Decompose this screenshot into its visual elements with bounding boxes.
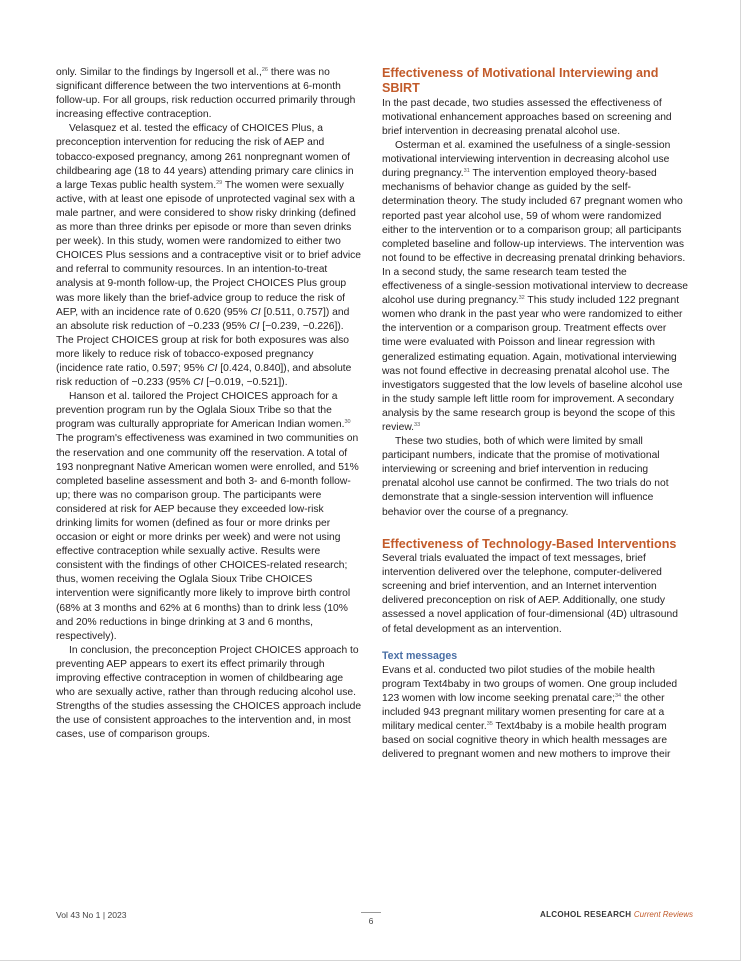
- citation: 33: [414, 421, 421, 428]
- text-run: there was no significant difference between the two interventions at 6-month follow-up. For all groups, risk reduction occurred primarily through increasing effective contraception.: [56, 67, 356, 121]
- journal-name: [540, 910, 693, 919]
- paragraph: [56, 390, 362, 644]
- text-run: Osterman et al. examined the usefulness of a single-session motivational interviewing intervention in decreasing alcohol use during pregnancy.: [382, 140, 671, 180]
- text-run: Velasquez et al. tested the efficacy of CHOICES Plus, a preconception intervention for reducing the risk of AEP and tobacco-exposed pregnancy, among 261 nonpregnant women of childbearing age (18 to 44 years) attending primary care clinics in a large Texas public health system.: [56, 123, 354, 191]
- journal-subtitle: Current Reviews: [633, 910, 693, 919]
- paragraph: [382, 139, 688, 435]
- text-run: Evans et al. conducted two pilot studies of the mobile health program Text4baby in two groups of women. One group included 123 women with low income seeking prenatal care;: [382, 664, 678, 704]
- citation: 29: [216, 179, 223, 186]
- page-number: 6: [361, 912, 381, 926]
- section-heading: Effectiveness of Motivational Interviewing and SBIRT: [382, 66, 659, 96]
- text-run: The women were sexually active, with at least one episode of unprotected vaginal sex with a male partner, and were considered to show risky drinking (defined as more than three drinks per episode or more than seven drinks per week). In this study, women were randomized to either two CHOICES Plus sessions and a contraceptive visit or to brief advice and referral to community resources. In an intention-to-treat analysis at 9-month follow-up, the Project CHOICES Plus group was more likely than the brief-advice group to reduce the risk of AEP, with an incidence rate of 0.620 (95%: [56, 179, 362, 318]
- paragraph: [382, 97, 688, 139]
- paragraph: [56, 644, 362, 743]
- subsection-heading: Text messages: [382, 649, 458, 662]
- citation: 30: [344, 419, 351, 426]
- section-heading: Effectiveness of Technology-Based Interventions: [382, 536, 677, 551]
- left-column: [56, 66, 362, 743]
- text-run: In conclusion, the preconception Project CHOICES approach to preventing AEP appears to exert its effect primarily through improving effective contraception in women of childbearing age who are sexually active, rather than through reducing alcohol use. Strengths of the studies assessing the CHOICES approach include the use of consistent approaches to the intervention and, in most cases, use of comparison groups.: [56, 644, 362, 741]
- citation: 26: [261, 67, 268, 73]
- ci-italic: CI: [249, 320, 260, 332]
- citation: 35: [486, 720, 493, 727]
- text-run: The program's effectiveness was examined in two communities on the reservation and one community off the reservation. A total of 193 nonpregnant Native American women were enrolled, and 51% completed baseline assessment and both 3- and 6-month follow-up; there was no comparison group. The participants were considered at risk for AEP because they exceeded low-risk drinking limits for women (defined as four or more drinks per occasion or eight or more drinks per week) and were not using effective contraception while sexually active. Results were consistent with the findings of other CHOICES-related research; thus, women receiving the Oglala Sioux Tribe CHOICES intervention were significantly more likely to improve birth control (68% at 3 months and 62% at 6 months) than to drink less (10% and 20% reductions in binge drinking at 3 and 6 months, respectively).: [56, 433, 359, 642]
- citation: 34: [614, 692, 622, 699]
- text-run: [−0.239, −0.226]). The Project CHOICES group at risk for both exposures was also more likely to reduce risk of tobacco-exposed pregnancy (incidence rate ratio, 0.597; 95%: [56, 320, 350, 374]
- paragraph: [56, 66, 362, 122]
- paragraph: [382, 664, 688, 763]
- text-run: the other included 943 pregnant military women presenting for care at a military medical center.: [382, 692, 665, 732]
- citation: 32: [518, 295, 525, 302]
- paragraph: [382, 435, 688, 520]
- ci-italic: CI: [207, 362, 218, 374]
- text-run: These two studies, both of which were limited by small participant numbers, indicate that the promise of motivational interviewing or screening and brief intervention in reducing prenatal alcohol use cannot be confirmed. The two trials do not demonstrate that a single-session intervention will influence behavior over the course of a pregnancy.: [382, 436, 669, 518]
- text-run: [−0.019, −0.521]).: [203, 377, 288, 389]
- text-run: The intervention employed theory-based mechanisms of behavior change as guided by the self-determination theory. The study included 67 pregnant women who reported past year alcohol use, 59 of whom were randomized either to the intervention or to a comparison group; all participants completed baseline and follow-up interviews. The intervention was not found to be effective in decreasing prenatal drinking behaviors. In a second study, the same research team tested the effectiveness of a single-session motivational interview to decrease alcohol use during pregnancy.: [382, 168, 689, 307]
- ci-italic: CI: [193, 377, 204, 389]
- text-run: [0.424, 0.840]), and absolute risk reduction of −0.233 (95%: [56, 362, 352, 389]
- paragraph: [56, 122, 362, 390]
- text-run: Text4baby is a mobile health program based on social cognitive theory in which health messages are delivered to pregnant women and new mothers to improve their: [382, 720, 671, 761]
- paragraph: [382, 552, 688, 637]
- text-run: Hanson et al. tailored the Project CHOICES approach for a prevention program run by the Oglala Sioux Tribe so that the program was culturally appropriate for American Indian women.: [56, 391, 345, 431]
- text-run: only. Similar to the findings by Ingersoll et al.,: [56, 67, 262, 78]
- footer-issue: Vol 43 No 1 | 2023: [56, 910, 127, 920]
- text-run: Several trials evaluated the impact of text messages, brief intervention delivered over the telephone, computer-delivered screening and brief intervention, and an Internet intervention delivered preconception on risk of AEP. Additionally, one study assessed a novel application of four-dimensional (4D) ultrasound of fetal development as an intervention.: [382, 553, 678, 635]
- right-column: [382, 66, 688, 762]
- text-run: This study included 122 pregnant women who drank in the past year who were randomized to either the intervention or a comparison group. Treatment effects over time were evaluated with Poisson and linear regression with generalized estimating equation. Again, motivational interviewing was not found effective in decreasing prenatal alcohol use. The investigators suggested that the low levels of baseline alcohol use in the study sample left little room for improvement. A secondary analysis by the same research group is beyond the scope of this review.: [382, 295, 683, 433]
- journal-title: ALCOHOL RESEARCH: [540, 910, 632, 919]
- text-run: In the past decade, two studies assessed the effectiveness of motivational enhancement approaches based on screening and brief intervention in decreasing prenatal alcohol use.: [382, 97, 672, 137]
- citation: 31: [463, 168, 470, 175]
- ci-italic: CI: [250, 306, 261, 318]
- text-run: [0.511, 0.757]) and an absolute risk reduction of −0.233 (95%: [56, 306, 350, 332]
